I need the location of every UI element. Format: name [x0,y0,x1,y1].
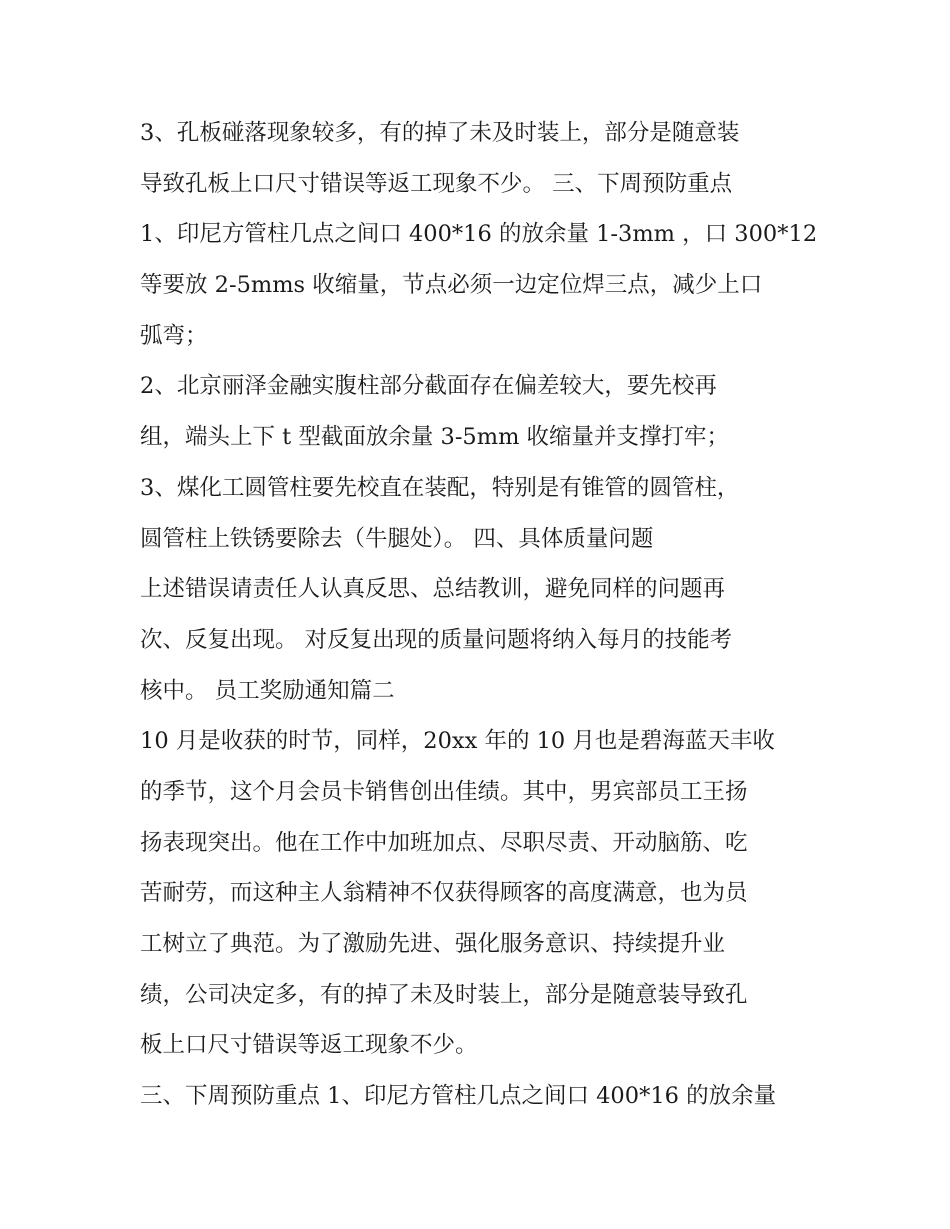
text-line: 的季节，这个月会员卡销售创出佳绩。其中，男宾部员工王扬 [140,778,748,805]
text-line: 组，端头上下 t 型截面放余量 3-5mm 收缩量并支撑打牢； [140,424,730,451]
text-line: 等要放 2-5mms 收缩量，节点必须一边定位焊三点，减少上口 [140,272,763,299]
text-line: 1、印尼方管柱几点之间口 400*16 的放余量 1-3mm ，口 300*12 [140,221,818,248]
text-line: 绩，公司决定多，有的掉了未及时装上，部分是随意装导致孔 [140,981,748,1008]
text-line: 3、煤化工圆管柱要先校直在装配，特别是有锥管的圆管柱， [140,474,740,501]
text-line: 次、反复出现。 对反复出现的质量问题将纳入每月的技能考 [140,626,733,653]
text-line: 扬表现突出。他在工作中加班加点、尽职尽责、开动脑筋、吃 [140,829,748,856]
text-line: 苦耐劳，而这种主人翁精神不仅获得顾客的高度满意，也为员 [140,880,748,907]
text-line: 10 月是收获的时节，同样，20xx 年的 10 月也是碧海蓝天丰收 [140,728,775,755]
text-line: 上述错误请责任人认真反思、总结教训，避免同样的问题再 [140,576,726,603]
text-line: 三、下周预防重点 1、印尼方管柱几点之间口 400*16 的放余量 [140,1083,777,1110]
text-line: 板上口尺寸错误等返工现象不少。 [140,1032,478,1059]
text-line: 弧弯； [140,322,208,349]
text-line: 工树立了典范。为了激励先进、强化服务意识、持续提升业 [140,931,726,957]
text-line: 圆管柱上铁锈要除去（牛腿处）。 四、具体质量问题 [140,525,654,552]
text-line: 3、孔板碰落现象较多，有的掉了未及时装上，部分是随意装 [140,120,740,146]
body-text [140,108,820,1122]
text-line: 2、北京丽泽金融实腹柱部分截面存在偏差较大，要先校再 [140,373,717,400]
text-line: 导致孔板上口尺寸错误等返工现象不少。 三、下周预防重点 [140,170,733,197]
text-line: 核中。 员工奖励通知篇二 [140,677,395,704]
